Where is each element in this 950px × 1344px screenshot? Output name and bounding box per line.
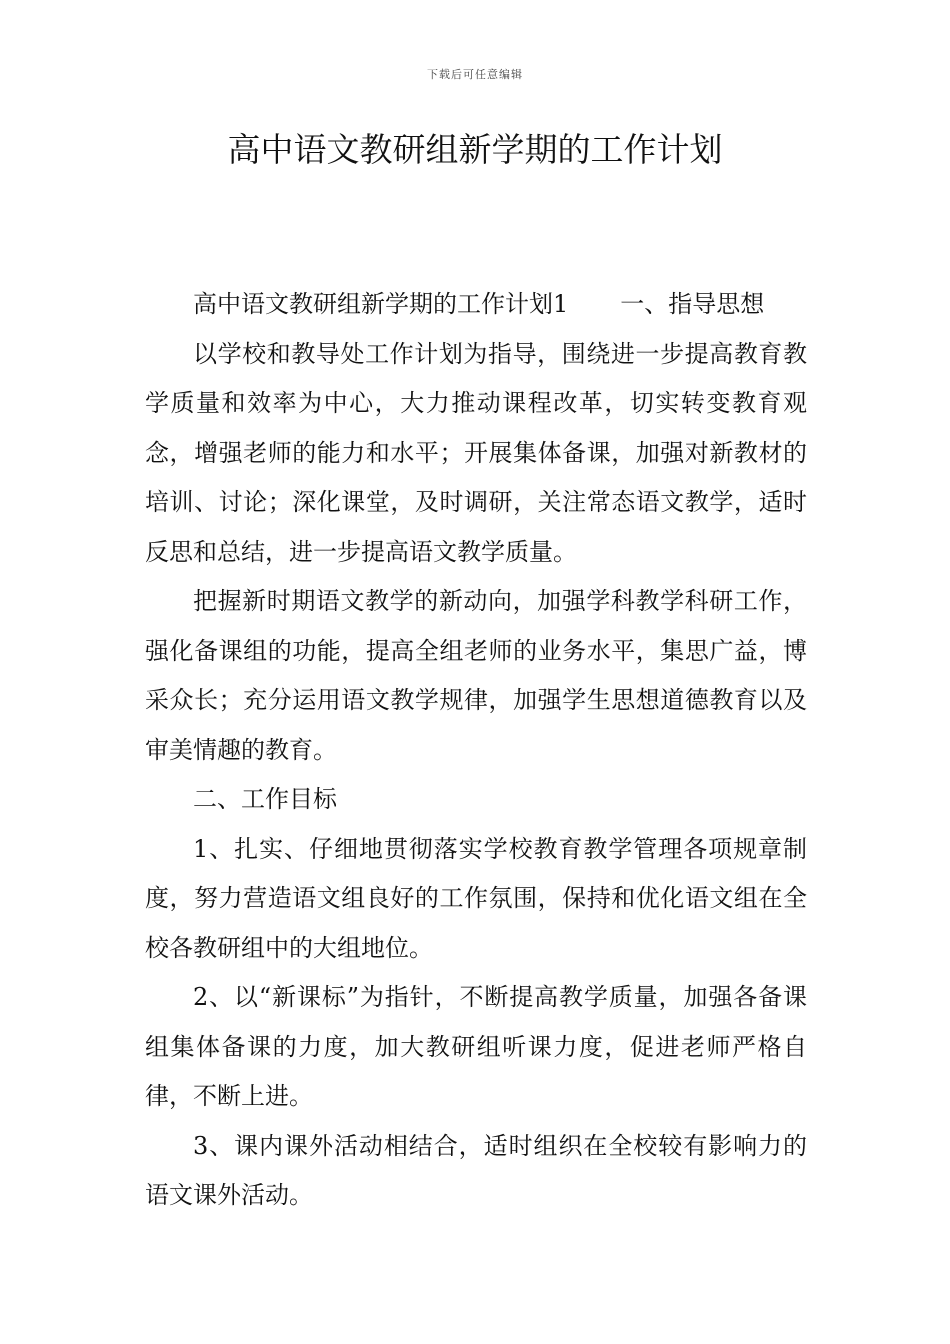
document-body (145, 280, 807, 1221)
document-title: 高中语文教研组新学期的工作计划 (227, 130, 723, 169)
plan-title: 高中语文教研组新学期的工作计划1 (193, 290, 569, 318)
goal-item-3: 3、课内课外活动相结合，适时组织在全校较有影响力的语文课外活动。 (145, 1131, 807, 1209)
goal-item-1: 1、扎实、仔细地贯彻落实学校教育教学管理各项规章制度，努力营造语文组良好的工作氛围，保持和优化语文组在全校各教研组中的大组地位。 (145, 834, 807, 962)
header-note: 下载后可任意编辑 (427, 68, 523, 81)
goal-item-2: 2、以“新课标”为指针，不断提高教学质量，加强各备课组集体备课的力度，加大教研组听课力度，促进老师严格自律，不断上进。 (145, 983, 807, 1110)
section-heading-guiding-thought: 一、指导思想 (620, 290, 765, 318)
section-heading-work-goals: 二、工作目标 (193, 785, 337, 813)
paragraph-guiding-2: 把握新时期语文教学的新动向，加强学科教学科研工作，强化备课组的功能，提高全组老师的业务水平，集思广益，博采众长；充分运用语文教学规律，加强学生思想道德教育以及审美情趣的教育。 (145, 587, 807, 764)
paragraph-guiding-1: 以学校和教导处工作计划为指导，围绕进一步提高教育教学质量和效率为中心，大力推动课程改革，切实转变教育观念，增强老师的能力和水平；开展集体备课，加强对新教材的培训、讨论；深化课堂，及时调研，关注常态语文教学，适时反思和总结，进一步提高语文教学质量。 (145, 339, 807, 566)
intro-line (145, 280, 807, 330)
